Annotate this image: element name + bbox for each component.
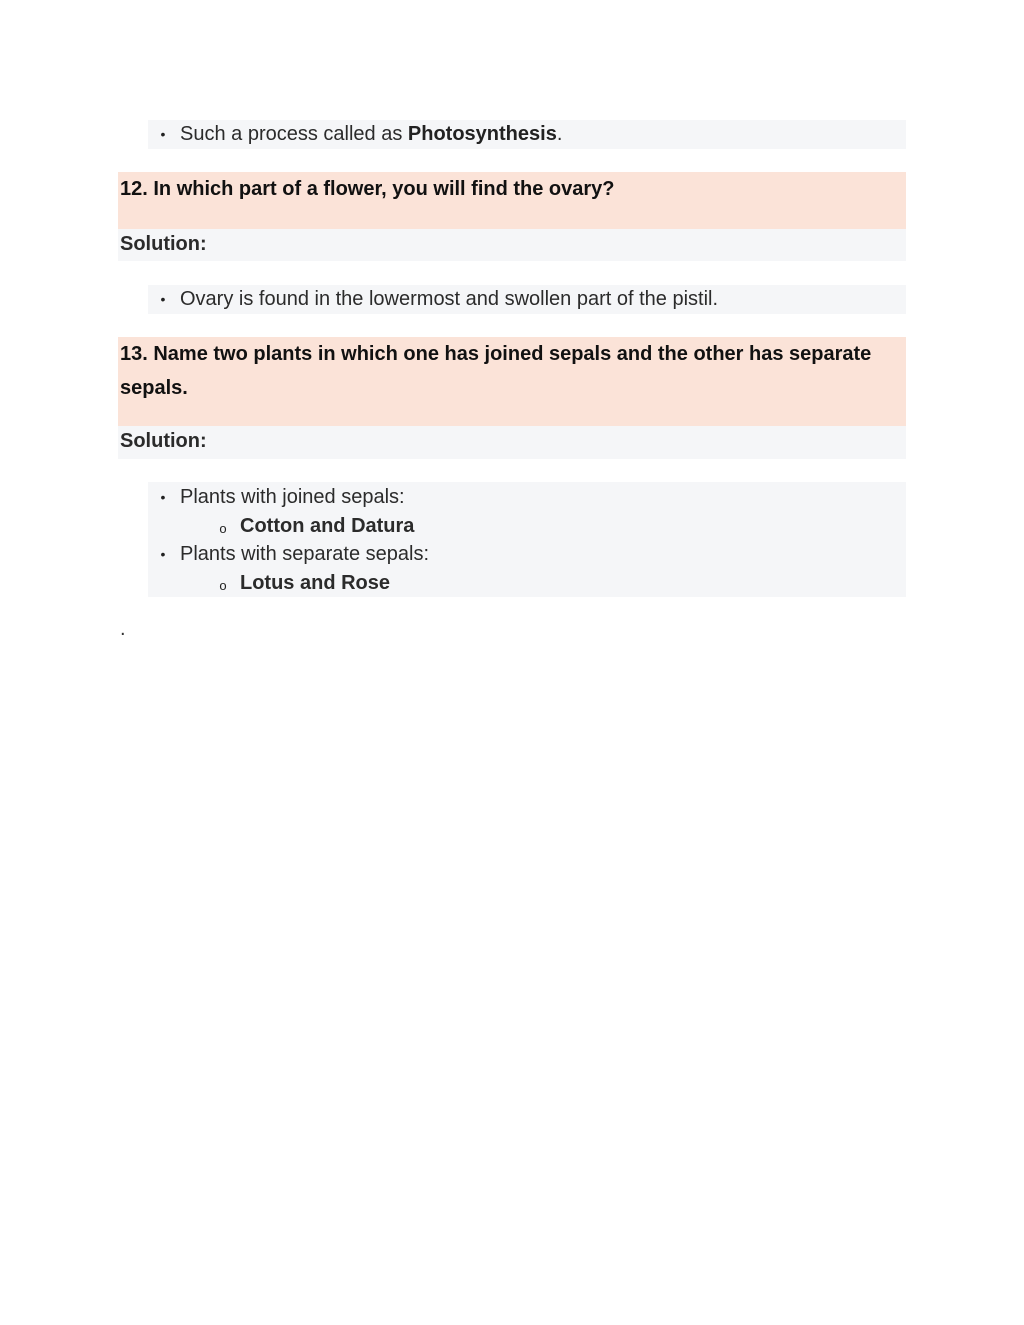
solution-label-12: Solution: — [118, 229, 906, 261]
list-item-text: Such a process called as Photosynthesis. — [180, 123, 563, 145]
sub-item-text: Cotton and Datura — [240, 515, 415, 537]
bullet-icon: • — [160, 489, 166, 505]
sub-bullet-icon: o — [219, 521, 227, 536]
sub-bullet-icon: o — [219, 578, 227, 593]
footer-mark: . — [120, 618, 126, 640]
solution-label-13: Solution: — [118, 426, 906, 459]
sub-item-separate-examples — [118, 569, 906, 598]
question-13-text: 13. Name two plants in which one has joined sepals and the other has separate sepals. — [120, 343, 872, 399]
sub-item-text: Lotus and Rose — [240, 572, 391, 594]
bullet-icon: • — [160, 291, 166, 307]
question-12 — [118, 172, 906, 229]
bullet-icon: • — [160, 126, 166, 142]
list-item-joined-sepals — [118, 483, 906, 512]
bullet-icon: • — [160, 546, 166, 562]
term-photosynthesis: Photosynthesis — [407, 123, 557, 145]
list-item-text: Plants with separate sepals: — [180, 543, 430, 565]
sub-item-joined-examples — [118, 512, 906, 541]
list-item-text: Ovary is found in the lowermost and swollen part of the pistil. — [180, 288, 719, 310]
list-item-photosynthesis — [118, 120, 906, 149]
question-13 — [118, 337, 906, 426]
question-12-text: 12. In which part of a flower, you will find the ovary? — [120, 178, 615, 200]
list-item-text: Plants with joined sepals: — [180, 486, 405, 508]
list-item-ovary — [118, 285, 906, 314]
list-item-separate-sepals — [118, 540, 906, 569]
